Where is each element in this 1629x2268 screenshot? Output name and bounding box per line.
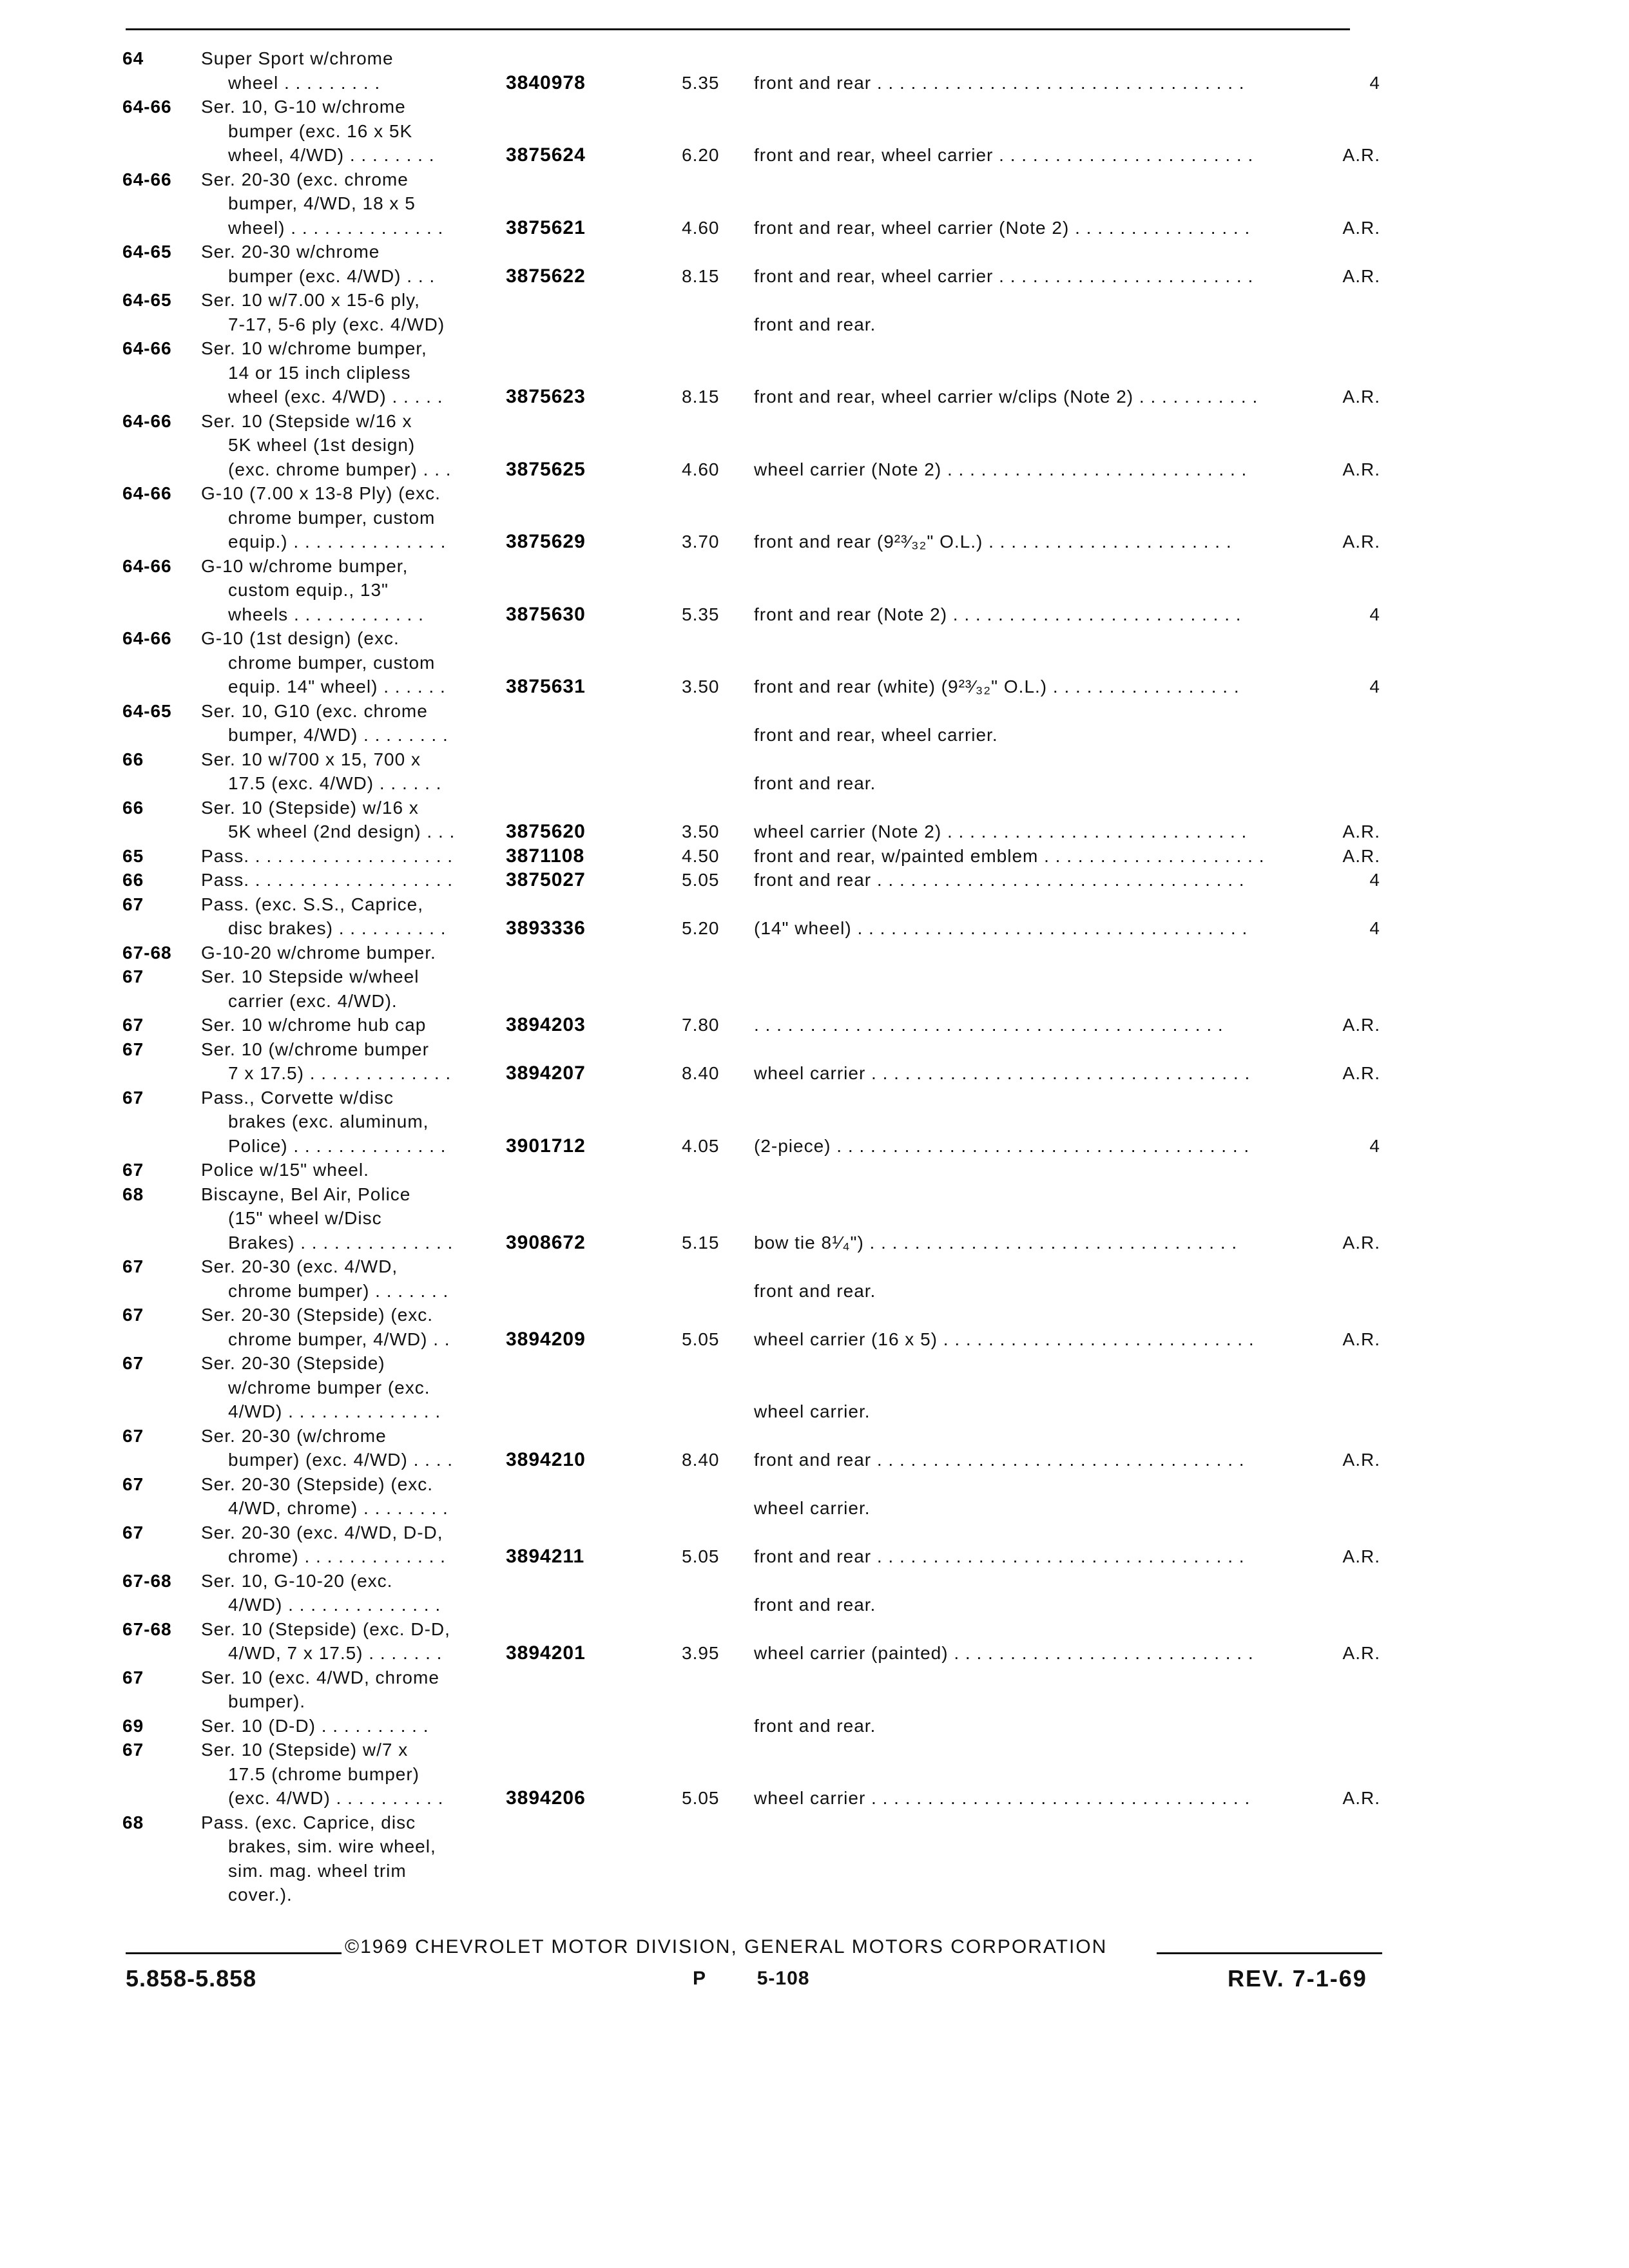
group-number: 5.858-5.858: [126, 1965, 257, 1992]
note-text: front and rear . . . . . . . . . . . . . . . . . . . . . . . . . . . . . . . . .: [754, 72, 1245, 93]
note-text: wheel carrier (Note 2) . . . . . . . . . . . . . . . . . . . . . . . . . . .: [754, 822, 1248, 841]
part-number: 3875621: [506, 216, 586, 238]
table-row: [0, 1013, 1629, 1037]
table-row: [0, 1714, 1629, 1738]
application-description: [201, 747, 504, 796]
description-line: Super Sport w/chrome: [201, 48, 394, 68]
application-description: [201, 481, 504, 554]
table-row: [0, 1666, 1629, 1714]
model-year: 64-66: [122, 483, 172, 503]
application-description: [201, 1182, 504, 1255]
note-text: front and rear, wheel carrier w/clips (Note 2) . . . . . . . . . . .: [754, 387, 1258, 407]
table-row: [0, 747, 1629, 796]
description-line: Ser. 20-30 (exc. 4/WD,: [201, 1256, 398, 1276]
model-year: 66: [122, 870, 144, 890]
description-line: bumper (exc. 4/WD) . . .: [228, 265, 436, 286]
description-line: Biscayne, Bel Air, Police: [201, 1184, 411, 1204]
price: 8.40: [682, 1063, 720, 1083]
table-row: [0, 1521, 1629, 1569]
model-year: 65: [122, 845, 144, 866]
price: 3.50: [682, 822, 720, 841]
application-description: [201, 941, 504, 965]
model-year: 64: [122, 48, 144, 68]
description-line: Ser. 10 (exc. 4/WD, chrome: [201, 1667, 439, 1687]
model-year: 64-66: [122, 169, 172, 189]
description-line: chrome bumper) . . . . . . .: [228, 1280, 449, 1301]
part-number: 3894207: [506, 1062, 586, 1084]
model-year: 67: [122, 1305, 144, 1325]
quantity: A.R.: [1342, 845, 1380, 866]
price: 5.35: [682, 72, 720, 93]
description-line: 17.5 (chrome bumper): [228, 1763, 420, 1784]
price: 4.60: [682, 217, 720, 238]
model-year: 66: [122, 749, 144, 769]
quantity: A.R.: [1342, 217, 1380, 238]
note-text: front and rear (Note 2) . . . . . . . . . . . . . . . . . . . . . . . . . .: [754, 604, 1242, 624]
application-description: [201, 844, 504, 869]
description-line: Ser. 10 w/chrome hub cap: [201, 1015, 427, 1035]
description-line: 5K wheel (1st design): [228, 435, 416, 455]
model-year: 67: [122, 1474, 144, 1494]
quantity: 4: [1369, 677, 1380, 697]
application-description: [201, 868, 504, 892]
description-line: (exc. 4/WD) . . . . . . . . . .: [228, 1788, 444, 1808]
application-description: [201, 1521, 504, 1569]
model-year: 67-68: [122, 1570, 172, 1591]
table-row: [0, 1424, 1629, 1472]
model-year: 67: [122, 1039, 144, 1059]
description-line: carrier (exc. 4/WD).: [228, 990, 398, 1011]
table-row: [0, 1254, 1629, 1303]
table-row: [0, 240, 1629, 288]
quantity: 4: [1369, 918, 1380, 938]
note-text: wheel carrier.: [754, 1498, 871, 1518]
application-description: [201, 288, 504, 336]
description-line: wheel . . . . . . . . .: [228, 72, 381, 93]
quantity: A.R.: [1342, 1450, 1380, 1470]
note-text: front and rear.: [754, 1715, 876, 1736]
quantity: 4: [1369, 1135, 1380, 1156]
description-line: cover.).: [228, 1885, 293, 1905]
description-line: bumper) (exc. 4/WD) . . . .: [228, 1450, 454, 1470]
model-year: 67-68: [122, 1619, 172, 1639]
application-description: [201, 1013, 504, 1037]
table-row: [0, 95, 1629, 168]
table-row: [0, 1303, 1629, 1351]
price: 4.05: [682, 1135, 720, 1156]
model-year: 67: [122, 1425, 144, 1446]
footer-rule-left: [126, 1952, 342, 1954]
description-line: chrome) . . . . . . . . . . . . .: [228, 1546, 446, 1566]
note-text: (2-piece) . . . . . . . . . . . . . . . . . . . . . . . . . . . . . . . . . . . . .: [754, 1135, 1250, 1156]
part-number: 3894201: [506, 1642, 586, 1664]
table-row: [0, 892, 1629, 941]
note-text: wheel carrier . . . . . . . . . . . . . . . . . . . . . . . . . . . . . . . . . .: [754, 1063, 1251, 1083]
application-description: [201, 1738, 504, 1811]
price: 5.05: [682, 870, 720, 890]
description-line: Brakes) . . . . . . . . . . . . . .: [228, 1232, 454, 1253]
model-year: 67: [122, 1740, 144, 1760]
application-description: [201, 554, 504, 627]
note-text: wheel carrier (painted) . . . . . . . . . . . . . . . . . . . . . . . . . . .: [754, 1643, 1254, 1663]
description-line: G-10 (7.00 x 13-8 Ply) (exc.: [201, 483, 441, 503]
application-description: [201, 168, 504, 240]
model-year: 67: [122, 1667, 144, 1687]
table-row: [0, 336, 1629, 409]
model-year: 66: [122, 797, 144, 818]
part-number: 3893336: [506, 918, 586, 939]
part-number: 3894211: [506, 1546, 585, 1567]
description-line: Pass. (exc. S.S., Caprice,: [201, 894, 423, 914]
quantity: A.R.: [1342, 387, 1380, 407]
application-description: [201, 336, 504, 409]
model-year: 67-68: [122, 942, 172, 963]
description-line: Ser. 20-30 (exc. 4/WD, D-D,: [201, 1522, 443, 1542]
note-text: front and rear (white) (9²³⁄₃₂" O.L.) . . . . . . . . . . . . . . . . .: [754, 677, 1240, 697]
note-text: wheel carrier . . . . . . . . . . . . . . . . . . . . . . . . . . . . . . . . . .: [754, 1788, 1251, 1808]
copyright-line: ©1969 CHEVROLET MOTOR DIVISION, GENERAL MOTORS CORPORATION: [345, 1936, 1108, 1957]
quantity: A.R.: [1342, 145, 1380, 165]
description-line: 4/WD) . . . . . . . . . . . . . .: [228, 1595, 441, 1615]
price: 8.15: [682, 387, 720, 407]
description-line: Pass. (exc. Caprice, disc: [201, 1812, 416, 1832]
model-year: 64-66: [122, 410, 172, 431]
quantity: A.R.: [1342, 1643, 1380, 1663]
part-number: 3875624: [506, 144, 586, 166]
application-description: [201, 892, 504, 941]
description-line: equip.) . . . . . . . . . . . . . .: [228, 532, 447, 552]
part-number: 3894210: [506, 1449, 586, 1470]
description-line: Ser. 10 (Stepside) w/7 x: [201, 1740, 409, 1760]
application-description: [201, 1714, 504, 1738]
note-text: front and rear.: [754, 1595, 876, 1615]
model-year: 64-66: [122, 338, 172, 358]
quantity: A.R.: [1342, 1788, 1380, 1808]
price: 5.05: [682, 1546, 720, 1566]
table-row: [0, 1569, 1629, 1617]
part-number: 3894209: [506, 1328, 586, 1350]
model-year: 67: [122, 1087, 144, 1108]
application-description: [201, 46, 504, 95]
application-description: [201, 1158, 504, 1182]
model-year: 64-66: [122, 97, 172, 117]
description-line: Ser. 10 w/chrome bumper,: [201, 338, 427, 358]
model-year: 67: [122, 894, 144, 914]
note-text: front and rear.: [754, 1280, 876, 1301]
part-number: 3875629: [506, 531, 586, 552]
model-year: 69: [122, 1715, 144, 1736]
application-description: [201, 965, 504, 1013]
part-number: 3901712: [506, 1135, 586, 1157]
application-description: [201, 240, 504, 288]
quantity: 4: [1369, 72, 1380, 93]
description-line: Ser. 10, G-10-20 (exc.: [201, 1570, 393, 1591]
table-row: [0, 554, 1629, 627]
description-line: disc brakes) . . . . . . . . . .: [228, 918, 447, 938]
part-number: 3875622: [506, 265, 586, 287]
description-line: Ser. 10, G-10 w/chrome: [201, 97, 406, 117]
application-description: [201, 409, 504, 482]
top-rule: [126, 28, 1350, 30]
description-line: Ser. 10 w/7.00 x 15-6 ply,: [201, 290, 420, 310]
table-row: [0, 1158, 1629, 1182]
note-text: front and rear . . . . . . . . . . . . . . . . . . . . . . . . . . . . . . . . .: [754, 1450, 1245, 1470]
description-line: (15" wheel w/Disc: [228, 1208, 382, 1228]
price: 7.80: [682, 1015, 720, 1035]
description-line: equip. 14" wheel) . . . . . .: [228, 677, 446, 697]
revision-date: REV. 7-1-69: [1228, 1965, 1367, 1992]
model-year: 67: [122, 1353, 144, 1373]
part-number: 3875027: [506, 869, 586, 890]
table-row: [0, 288, 1629, 336]
price: 8.15: [682, 265, 720, 286]
description-line: Ser. 20-30 (exc. chrome: [201, 169, 409, 189]
description-line: 17.5 (exc. 4/WD) . . . . . .: [228, 773, 442, 793]
description-line: Ser. 20-30 (Stepside): [201, 1353, 385, 1373]
table-row: [0, 1738, 1629, 1811]
table-row: [0, 168, 1629, 240]
note-text: . . . . . . . . . . . . . . . . . . . . . . . . . . . . . . . . . . . . . . . . . .: [754, 1015, 1224, 1035]
price: 5.20: [682, 918, 720, 938]
table-row: [0, 1086, 1629, 1158]
model-year: 64-66: [122, 555, 172, 576]
quantity: 4: [1369, 870, 1380, 890]
note-text: bow tie 8¹⁄₄") . . . . . . . . . . . . . . . . . . . . . . . . . . . . . . . . .: [754, 1232, 1238, 1253]
quantity: A.R.: [1342, 1546, 1380, 1566]
note-text: front and rear (9²³⁄₃₂" O.L.) . . . . . . . . . . . . . . . . . . . . . .: [754, 532, 1232, 552]
quantity: A.R.: [1342, 459, 1380, 479]
application-description: [201, 1617, 504, 1666]
price: 3.50: [682, 677, 720, 697]
table-row: [0, 1617, 1629, 1666]
description-line: Pass. . . . . . . . . . . . . . . . . . .: [201, 870, 454, 890]
part-number: 3875623: [506, 386, 586, 407]
application-description: [201, 626, 504, 699]
quantity: A.R.: [1342, 822, 1380, 841]
quantity: 4: [1369, 604, 1380, 624]
description-line: Ser. 20-30 (Stepside) (exc.: [201, 1474, 434, 1494]
part-number: 3875631: [506, 676, 586, 697]
model-year: 67: [122, 1256, 144, 1276]
model-year: 67: [122, 1015, 144, 1035]
table-row: [0, 1182, 1629, 1255]
note-text: wheel carrier.: [754, 1401, 871, 1421]
price: 4.60: [682, 459, 720, 479]
application-description: [201, 1666, 504, 1714]
table-row: [0, 1472, 1629, 1521]
application-description: [201, 1424, 504, 1472]
note-text: front and rear . . . . . . . . . . . . . . . . . . . . . . . . . . . . . . . . .: [754, 1546, 1245, 1566]
description-line: custom equip., 13": [228, 580, 389, 600]
description-line: Ser. 10 Stepside w/wheel: [201, 966, 419, 986]
model-year: 67: [122, 966, 144, 986]
description-line: bumper, 4/WD, 18 x 5: [228, 193, 416, 213]
model-year: 64-65: [122, 700, 172, 721]
description-line: (exc. chrome bumper) . . .: [228, 459, 452, 479]
application-description: [201, 1254, 504, 1303]
description-line: G-10 (1st design) (exc.: [201, 628, 400, 648]
description-line: G-10-20 w/chrome bumper.: [201, 942, 436, 963]
description-line: Ser. 20-30 (w/chrome: [201, 1425, 387, 1446]
application-description: [201, 1472, 504, 1521]
model-year: 64-66: [122, 628, 172, 648]
note-text: front and rear . . . . . . . . . . . . . . . . . . . . . . . . . . . . . . . . .: [754, 870, 1245, 890]
description-line: 4/WD, chrome) . . . . . . . .: [228, 1498, 448, 1518]
model-year: 64-65: [122, 290, 172, 310]
description-line: Ser. 10 (D-D) . . . . . . . . . .: [201, 1715, 429, 1736]
description-line: Police w/15" wheel.: [201, 1160, 369, 1180]
description-line: Ser. 10 (Stepside w/16 x: [201, 410, 412, 431]
description-line: wheel, 4/WD) . . . . . . . .: [228, 145, 435, 165]
price: 5.35: [682, 604, 720, 624]
description-line: wheels . . . . . . . . . . . .: [228, 604, 424, 624]
price: 4.50: [682, 845, 720, 866]
part-number: 3875630: [506, 603, 586, 625]
table-row: [0, 481, 1629, 554]
description-line: G-10 w/chrome bumper,: [201, 555, 409, 576]
part-number: 3875625: [506, 458, 586, 480]
note-text: (14" wheel) . . . . . . . . . . . . . . . . . . . . . . . . . . . . . . . . . . .: [754, 918, 1248, 938]
description-line: Ser. 10 (Stepside) (exc. D-D,: [201, 1619, 450, 1639]
application-description: [201, 699, 504, 747]
note-text: front and rear, wheel carrier . . . . . . . . . . . . . . . . . . . . . . .: [754, 265, 1254, 286]
table-row: [0, 1351, 1629, 1424]
price: 3.95: [682, 1643, 720, 1663]
table-row: [0, 965, 1629, 1013]
note-text: front and rear.: [754, 314, 876, 334]
price: 5.05: [682, 1329, 720, 1349]
application-description: [201, 1351, 504, 1424]
table-row: [0, 46, 1629, 95]
description-line: chrome bumper, custom: [228, 652, 436, 673]
description-line: 7-17, 5-6 ply (exc. 4/WD): [228, 314, 445, 334]
price: 5.05: [682, 1788, 720, 1808]
part-number: 3908672: [506, 1231, 586, 1253]
description-line: Ser. 10, G10 (exc. chrome: [201, 700, 428, 721]
price: 5.15: [682, 1232, 720, 1253]
page-number-value: 5-108: [757, 1968, 810, 1989]
description-line: bumper).: [228, 1691, 306, 1711]
note-text: front and rear, wheel carrier . . . . . . . . . . . . . . . . . . . . . . .: [754, 145, 1254, 165]
quantity: A.R.: [1342, 1232, 1380, 1253]
table-row: [0, 626, 1629, 699]
description-line: 4/WD) . . . . . . . . . . . . . .: [228, 1401, 441, 1421]
table-row: [0, 1037, 1629, 1086]
description-line: Pass., Corvette w/disc: [201, 1087, 394, 1108]
description-line: wheel (exc. 4/WD) . . . . .: [228, 387, 443, 407]
description-line: 4/WD, 7 x 17.5) . . . . . . .: [228, 1643, 443, 1663]
price: 6.20: [682, 145, 720, 165]
table-row: [0, 941, 1629, 965]
description-line: brakes, sim. wire wheel,: [228, 1836, 436, 1856]
description-line: bumper (exc. 16 x 5K: [228, 120, 413, 141]
description-line: brakes (exc. aluminum,: [228, 1111, 429, 1131]
description-line: chrome bumper, custom: [228, 507, 436, 528]
part-number: 3875620: [506, 821, 586, 842]
model-year: 67: [122, 1160, 144, 1180]
table-row: [0, 1811, 1629, 1907]
footer-rule-right: [1157, 1952, 1382, 1954]
description-line: w/chrome bumper (exc.: [228, 1377, 430, 1398]
application-description: [201, 1037, 504, 1086]
application-description: [201, 796, 504, 844]
price: 3.70: [682, 532, 720, 552]
description-line: Pass. . . . . . . . . . . . . . . . . . .: [201, 845, 454, 866]
quantity: A.R.: [1342, 265, 1380, 286]
description-line: 7 x 17.5) . . . . . . . . . . . . .: [228, 1063, 452, 1083]
model-year: 64-65: [122, 242, 172, 262]
application-description: [201, 1303, 504, 1351]
application-description: [201, 1086, 504, 1158]
part-number: 3840978: [506, 72, 586, 93]
model-year: 67: [122, 1522, 144, 1542]
part-number: 3894203: [506, 1014, 586, 1035]
description-line: Ser. 10 w/700 x 15, 700 x: [201, 749, 421, 769]
description-line: sim. mag. wheel trim: [228, 1860, 407, 1881]
quantity: A.R.: [1342, 532, 1380, 552]
description-line: Ser. 10 (Stepside) w/16 x: [201, 797, 419, 818]
description-line: Ser. 10 (w/chrome bumper: [201, 1039, 429, 1059]
quantity: A.R.: [1342, 1063, 1380, 1083]
application-description: [201, 1569, 504, 1617]
table-row: [0, 699, 1629, 747]
table-row: [0, 844, 1629, 869]
description-line: chrome bumper, 4/WD) . .: [228, 1329, 450, 1349]
application-description: [201, 95, 504, 168]
note-text: front and rear.: [754, 773, 876, 793]
description-line: 14 or 15 inch clipless: [228, 362, 411, 383]
description-line: bumper, 4/WD) . . . . . . . .: [228, 725, 448, 745]
model-year: 68: [122, 1812, 144, 1832]
quantity: A.R.: [1342, 1329, 1380, 1349]
note-text: front and rear, wheel carrier (Note 2) . . . . . . . . . . . . . . . .: [754, 217, 1251, 238]
note-text: front and rear, wheel carrier.: [754, 725, 998, 745]
note-text: wheel carrier (16 x 5) . . . . . . . . . . . . . . . . . . . . . . . . . . . .: [754, 1329, 1255, 1349]
description-line: Ser. 20-30 w/chrome: [201, 242, 380, 262]
quantity: A.R.: [1342, 1015, 1380, 1035]
table-row: [0, 796, 1629, 844]
table-row: [0, 868, 1629, 892]
description-line: Ser. 20-30 (Stepside) (exc.: [201, 1305, 434, 1325]
part-number: 3894206: [506, 1787, 586, 1809]
description-line: 5K wheel (2nd design) . . .: [228, 822, 456, 841]
description-line: Police) . . . . . . . . . . . . . .: [228, 1135, 447, 1156]
application-description: [201, 1811, 504, 1907]
description-line: wheel) . . . . . . . . . . . . . .: [228, 217, 444, 238]
page-number: [693, 1968, 809, 1990]
note-text: front and rear, w/painted emblem . . . . . . . . . . . . . . . . . . . .: [754, 845, 1265, 866]
model-year: 68: [122, 1184, 144, 1204]
price: 8.40: [682, 1450, 720, 1470]
section-letter: P: [693, 1968, 707, 1989]
note-text: wheel carrier (Note 2) . . . . . . . . . . . . . . . . . . . . . . . . . . .: [754, 459, 1248, 479]
table-row: [0, 409, 1629, 482]
part-number: 3871108: [506, 845, 585, 867]
